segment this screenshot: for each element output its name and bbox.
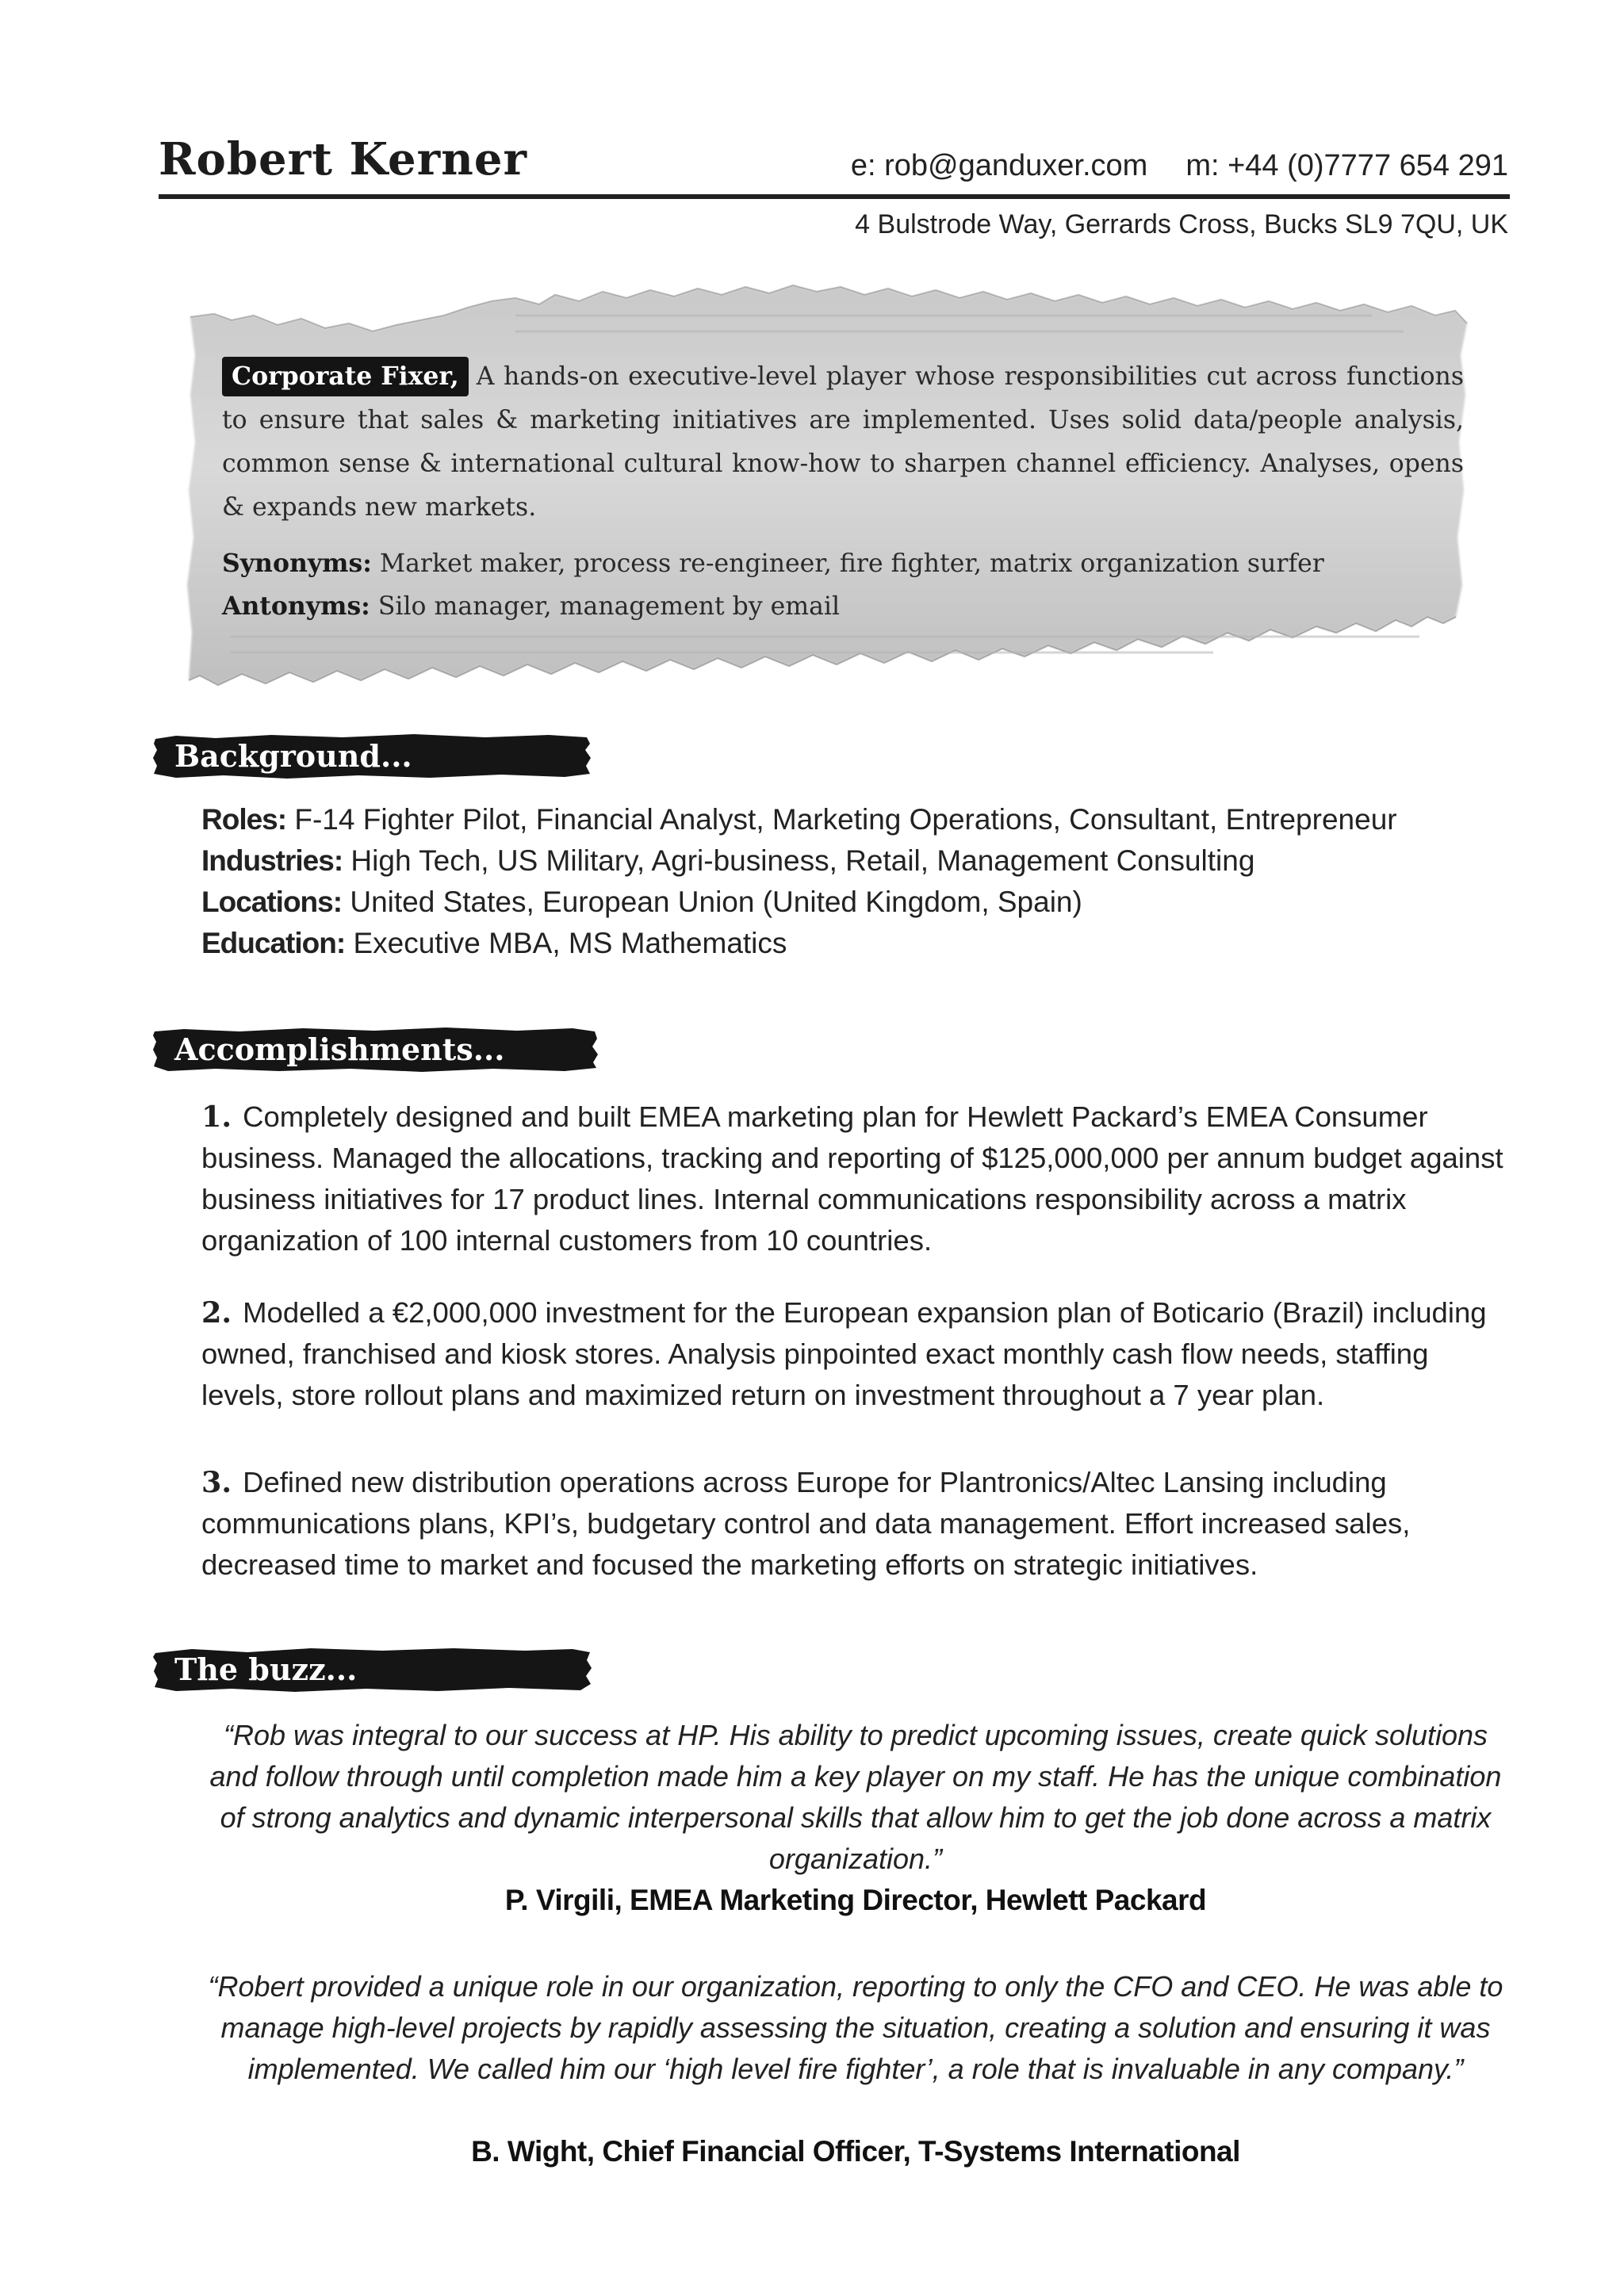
item-label: Industries: — [201, 844, 343, 877]
list-item — [201, 799, 1397, 840]
buzz-heading — [152, 1647, 593, 1692]
item-value: F-14 Fighter Pilot, Financial Analyst, Marketing Operations, Consultant, Entrepreneur — [294, 803, 1397, 836]
item-number: 2. — [201, 1295, 232, 1330]
background-heading-text: Background... — [174, 738, 412, 774]
item-number: 3. — [201, 1465, 232, 1499]
testimonial-author: P. Virgili, EMEA Marketing Director, Hewlett Packard — [504, 1884, 1207, 1916]
item-text: Modelled a €2,000,000 investment for the European expansion plan of Boticario (Brazil) including owned, franchised and kiosk stores. Analysis pinpointed exact monthly cash flow needs, staffing levels, store rollout plans and maximized return on investment throughout a 7 year plan. — [201, 1296, 1487, 1411]
item-value: Executive MBA, MS Mathematics — [353, 927, 787, 959]
list-item — [201, 923, 1397, 964]
item-label: Roles: — [201, 803, 287, 836]
item-value: United States, European Union (United Kingdom, Spain) — [350, 886, 1082, 918]
testimonial-quote: “Robert provided a unique role in our organization, reporting to only the CFO and CEO. He was able to manage high-level projects by rapidly assessing the situation, creating a solution and ensuring it was implemented. We called him our ‘high level fire fighter’, a role that is invaluable in any company.” — [208, 1970, 1503, 2085]
accomplishments-heading — [152, 1027, 599, 1072]
item-text: Defined new distribution operations across Europe for Plantronics/Altec Lansing including communications plans, KPI’s, budgetary control and data management. Effort increased sales, decreased time to market and focused the marketing efforts on strategic initiatives. — [201, 1466, 1411, 1581]
contact-line — [851, 149, 1508, 183]
list-item — [201, 882, 1397, 923]
accomplishment-item — [201, 1096, 1510, 1261]
synonyms-label: Synonyms: — [222, 549, 372, 578]
testimonial-quote: “Rob was integral to our success at HP. His ability to predict upcoming issues, create quick solutions and follow through until completion made him a key player on my staff. He has the unique combination of strong analytics and dynamic interpersonal skills that allow him to get the job done across a matrix organization.” — [209, 1719, 1502, 1875]
buzz-heading-text: The buzz... — [174, 1651, 358, 1687]
item-text: Completely designed and built EMEA marketing plan for Hewlett Packard’s EMEA Consumer business. Managed the allocations, tracking and reporting of $125,000,000 per annum budget against business initiatives for 17 product lines. Internal communications responsibility across a matrix organization of 100 internal customers from 10 countries. — [201, 1100, 1503, 1257]
email-text: e: rob@ganduxer.com — [850, 149, 1148, 182]
accomplishments-heading-text: Accomplishments... — [174, 1031, 505, 1067]
profile-block — [222, 355, 1464, 628]
item-value: High Tech, US Military, Agri-business, Retail, Management Consulting — [350, 844, 1255, 877]
profile-tag: Corporate Fixer, — [222, 357, 469, 396]
synonyms-text: Market maker, process re-engineer, fire fighter, matrix organization surfer — [379, 549, 1324, 578]
header-rule — [159, 194, 1510, 199]
antonyms-label: Antonyms: — [222, 591, 370, 621]
list-item — [201, 840, 1397, 882]
antonyms-line — [222, 585, 1464, 628]
item-label: Education: — [201, 927, 346, 959]
profile-description — [222, 355, 1464, 530]
background-heading — [152, 734, 593, 779]
address-text: 4 Bulstrode Way, Gerrards Cross, Bucks SL9 7QU, UK — [855, 209, 1508, 239]
item-number: 1. — [201, 1100, 232, 1134]
synonyms-line — [222, 542, 1464, 585]
item-label: Locations: — [201, 886, 343, 918]
testimonial-author: B. Wight, Chief Financial Officer, T-Systems International — [471, 2135, 1240, 2168]
accomplishment-item — [201, 1462, 1510, 1586]
accomplishment-item — [201, 1292, 1510, 1416]
profile-description-text: A hands-on executive-level player whose responsibilities cut across functions to ensure that sales & marketing initiatives are implemented. Uses solid data/people analysis, common sense & international cultural know-how to sharpen channel efficiency. Analyses, opens & expands new markets. — [222, 362, 1464, 522]
mobile-text: m: +44 (0)7777 654 291 — [1185, 149, 1508, 182]
antonyms-text: Silo manager, management by email — [377, 592, 841, 621]
background-list — [201, 799, 1397, 964]
candidate-name: Robert Kerner — [159, 133, 527, 186]
